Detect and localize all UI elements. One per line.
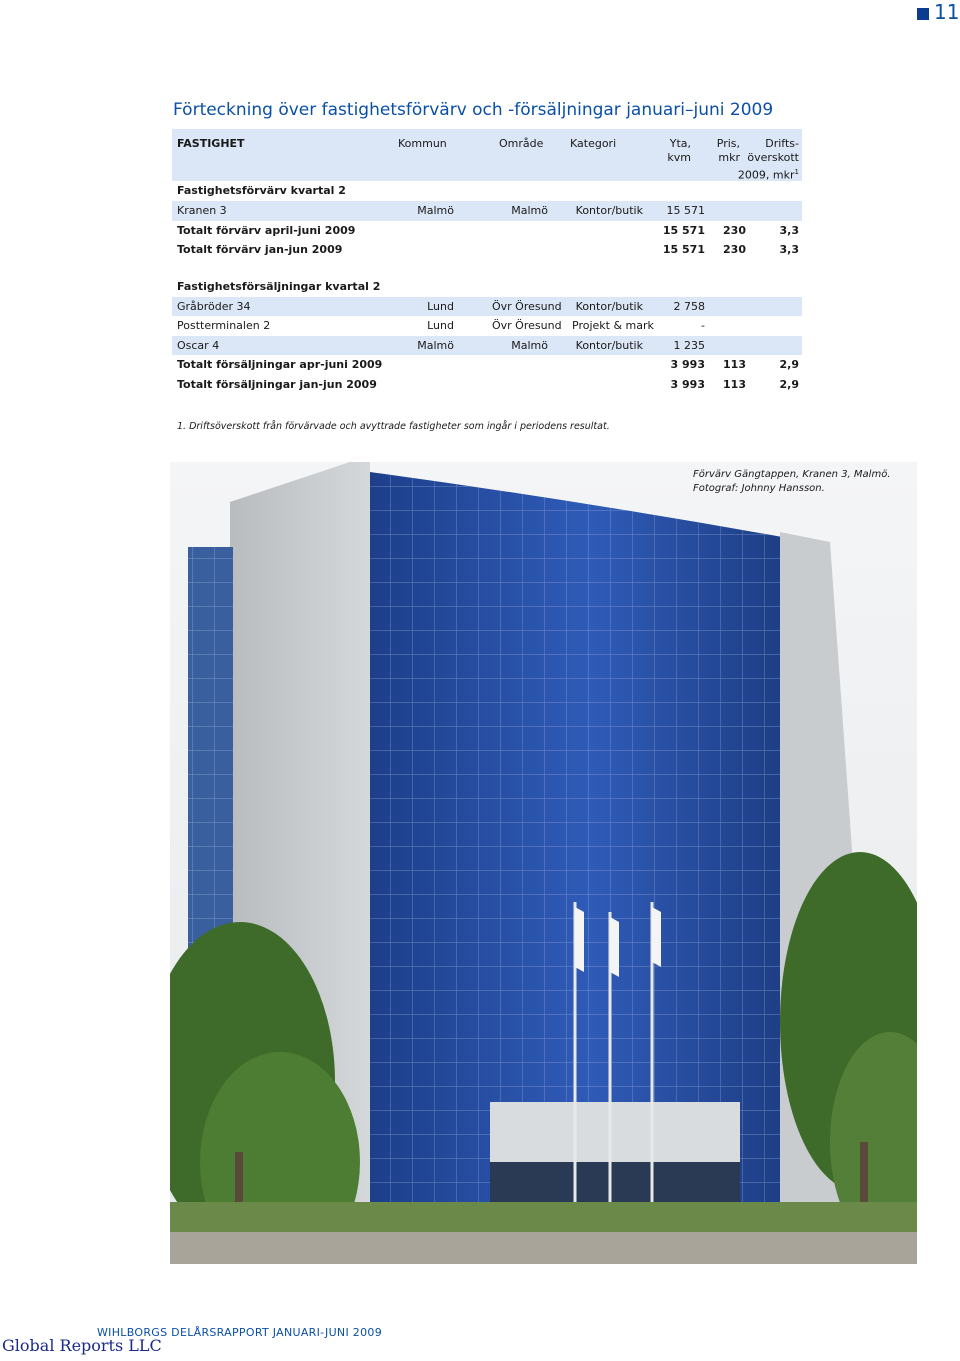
cell-fastighet: Oscar 4 <box>177 338 220 352</box>
cell-kommun: Lund <box>427 319 454 332</box>
cell-kategori: Projekt & mark <box>572 319 654 332</box>
total-yta: 3 993 <box>670 377 705 391</box>
table-header <box>172 129 802 181</box>
total-row <box>172 355 802 375</box>
footnote: 1. Driftsöverskott från förvärvade och avyttrade fastigheter som ingår i periodens resultat. <box>177 421 610 432</box>
cell-yta: - <box>701 319 705 332</box>
caption-line-2: Fotograf: Johnny Hansson. <box>693 483 825 494</box>
total-drift: 3,3 <box>779 243 799 256</box>
table-row <box>172 297 802 317</box>
total-yta: 15 571 <box>662 223 705 237</box>
caption-line-1: Förvärv Gängtappen, Kranen 3, Malmö. <box>693 469 891 480</box>
total-pris: 113 <box>723 358 746 371</box>
footnote-marker: 1 <box>794 168 799 176</box>
total-drift: 2,9 <box>779 358 799 371</box>
table-row <box>172 336 802 356</box>
cell-yta: 2 758 <box>673 299 705 313</box>
header-pris-line2: mkr <box>718 151 740 164</box>
total-yta: 15 571 <box>662 243 705 256</box>
total-pris: 230 <box>723 243 746 256</box>
building-photo <box>170 462 917 1264</box>
total-yta: 3 993 <box>670 358 705 371</box>
header-drift-line3: 2009, mkr$^1$ <box>737 168 799 182</box>
header-pris <box>717 137 740 165</box>
section-title-sales: Fastighetsförsäljningar kvartal 2 <box>177 279 381 293</box>
cell-kommun: Lund <box>427 299 454 313</box>
cell-omrade: Övr Öresund <box>492 299 562 313</box>
cell-kategori: Kontor/butik <box>575 204 643 217</box>
header-yta <box>667 137 691 165</box>
table-row <box>172 316 802 336</box>
total-row <box>172 375 802 395</box>
cell-fastighet: Kranen 3 <box>177 204 227 217</box>
cell-kategori: Kontor/butik <box>575 338 643 352</box>
total-pris: 230 <box>723 223 746 237</box>
cell-yta: 1 235 <box>673 338 705 352</box>
page-title: Förteckning över fastighetsförvärv och -försäljningar januari–juni 2009 <box>173 100 774 120</box>
cell-fastighet: Postterminalen 2 <box>177 319 271 332</box>
header-drift-line1: Drifts- <box>765 137 799 150</box>
header-driftsoverskott <box>738 137 799 183</box>
section-spacer <box>172 260 802 277</box>
header-kategori: Kategori <box>570 137 617 150</box>
total-pris: 113 <box>723 377 746 391</box>
total-label: Totalt förvärv jan-jun 2009 <box>177 243 343 256</box>
header-drift-line2: överskott <box>747 151 799 164</box>
photo-caption <box>693 468 891 496</box>
watermark: Global Reports LLC <box>2 1336 162 1355</box>
section-title-acquisitions: Fastighetsförvärv kvartal 2 <box>177 184 346 197</box>
total-label: Totalt försäljningar apr-juni 2009 <box>177 358 383 371</box>
total-drift: 3,3 <box>779 223 799 237</box>
header-omrade: Område <box>499 137 544 150</box>
footer-report-title: WIHLBORGS DELÅRSRAPPORT JANUARI-JUNI 2009 <box>97 1326 382 1339</box>
total-label: Totalt förvärv april-juni 2009 <box>177 223 356 237</box>
page-number: 11 <box>934 0 960 24</box>
cell-omrade: Övr Öresund <box>492 319 562 332</box>
header-yta-line2: kvm <box>667 151 691 164</box>
cell-yta: 15 571 <box>666 204 705 217</box>
cell-omrade: Malmö <box>511 204 548 217</box>
table-row <box>172 201 802 221</box>
page-number-marker <box>917 8 929 20</box>
total-row <box>172 240 802 260</box>
cell-omrade: Malmö <box>511 338 548 352</box>
cell-kommun: Malmö <box>417 338 454 352</box>
cell-kommun: Malmö <box>417 204 454 217</box>
header-fastighet: FASTIGHET <box>177 137 245 150</box>
transactions-table <box>172 129 802 394</box>
cell-kategori: Kontor/butik <box>575 299 643 313</box>
header-kommun: Kommun <box>398 137 447 150</box>
total-row <box>172 221 802 241</box>
total-label: Totalt försäljningar jan-jun 2009 <box>177 377 377 391</box>
header-pris-line1: Pris, <box>716 137 740 150</box>
total-drift: 2,9 <box>779 377 799 391</box>
header-yta-line1: Yta, <box>669 137 691 150</box>
cell-fastighet: Gråbröder 34 <box>177 299 251 313</box>
